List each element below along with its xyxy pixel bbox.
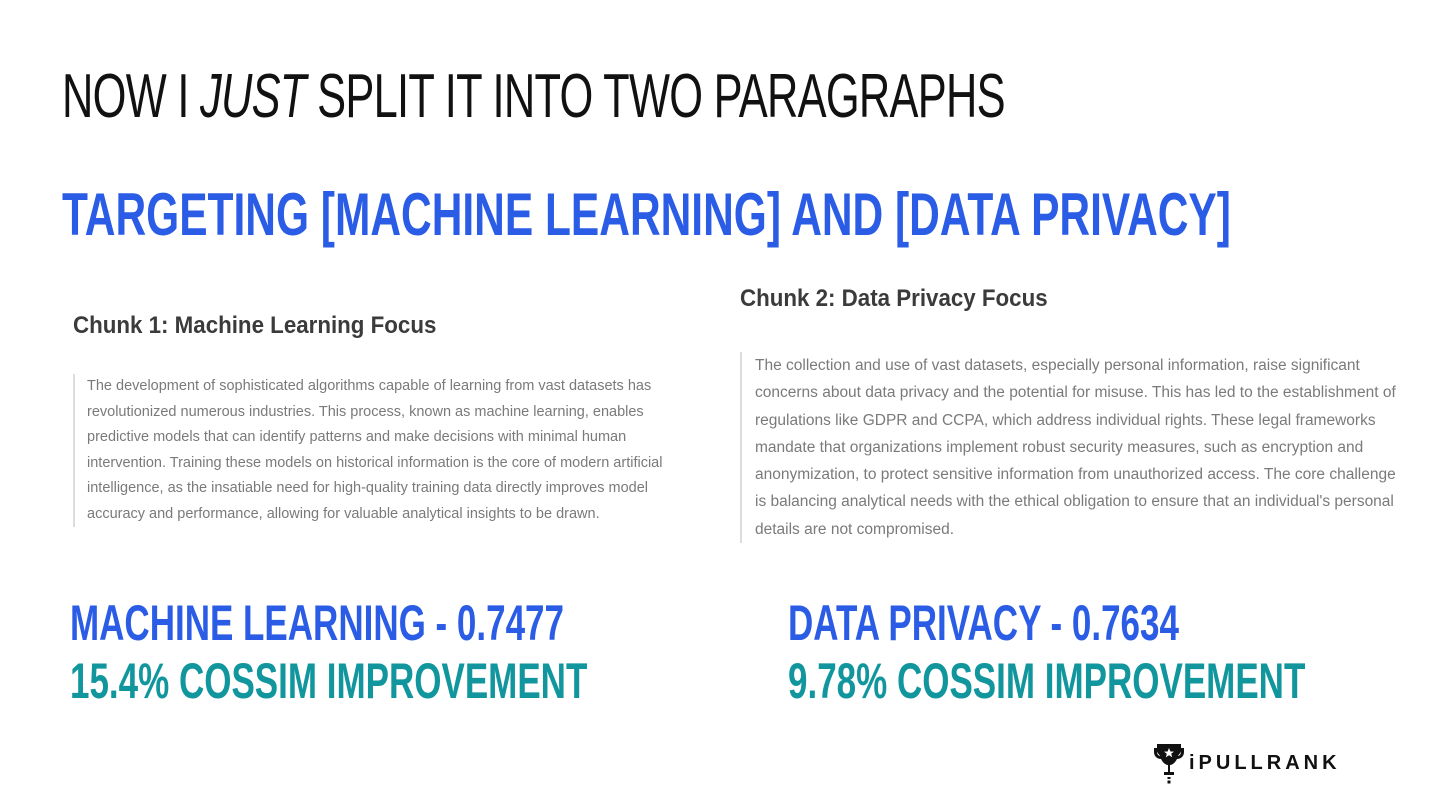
data-privacy-improvement: 9.78% COSSIM IMPROVEMENT: [788, 653, 1306, 709]
chunk-1-card: [73, 312, 703, 527]
title-pre: NOW I: [62, 62, 201, 131]
chunk-1-body: The development of sophisticated algorithms capable of learning from vast datasets has revolutionized numerous industries. This process, known as machine learning, enables predictive models that can identify patterns and make decisions with minimal human intervention. Training these models on historical information is the core of modern artificial intelligence, as the insatiable need for high-quality training data directly improves model accuracy and performance, allowing for valuable analytical insights to be drawn.: [73, 374, 702, 527]
title-emphasis: JUST: [200, 62, 306, 131]
logo-text: iPULLRANK: [1189, 751, 1341, 774]
machine-learning-improvement: 15.4% COSSIM IMPROVEMENT: [70, 653, 588, 709]
slide-subtitle: TARGETING [MACHINE LEARNING] AND [DATA PRIVACY]: [62, 181, 1231, 248]
chunk-1-heading: Chunk 1: Machine Learning Focus: [73, 312, 437, 339]
data-privacy-score: DATA PRIVACY - 0.7634: [788, 595, 1179, 651]
chunk-2-body: The collection and use of vast datasets, especially personal information, raise significant concerns about data privacy and the potential for misuse. This has led to the establishment of regulations like GDPR and CCPA, which address individual rights. These legal frameworks mandate that organizations implement robust security measures, such as encryption and anonymization, to protect sensitive information from unauthorized access. The core challenge is balancing analytical needs with the ethical obligation to ensure that an individual's personal details are not compromised.: [740, 352, 1410, 543]
title-post: SPLIT IT INTO TWO PARAGRAPHS: [305, 62, 1005, 131]
chunk-2-card: [740, 285, 1415, 543]
chunk-2-heading: Chunk 2: Data Privacy Focus: [740, 285, 1048, 312]
slide-title: [62, 62, 1005, 132]
ipullrank-logo: [1153, 742, 1341, 784]
trophy-icon: [1153, 742, 1185, 784]
machine-learning-score: MACHINE LEARNING - 0.7477: [70, 595, 564, 651]
